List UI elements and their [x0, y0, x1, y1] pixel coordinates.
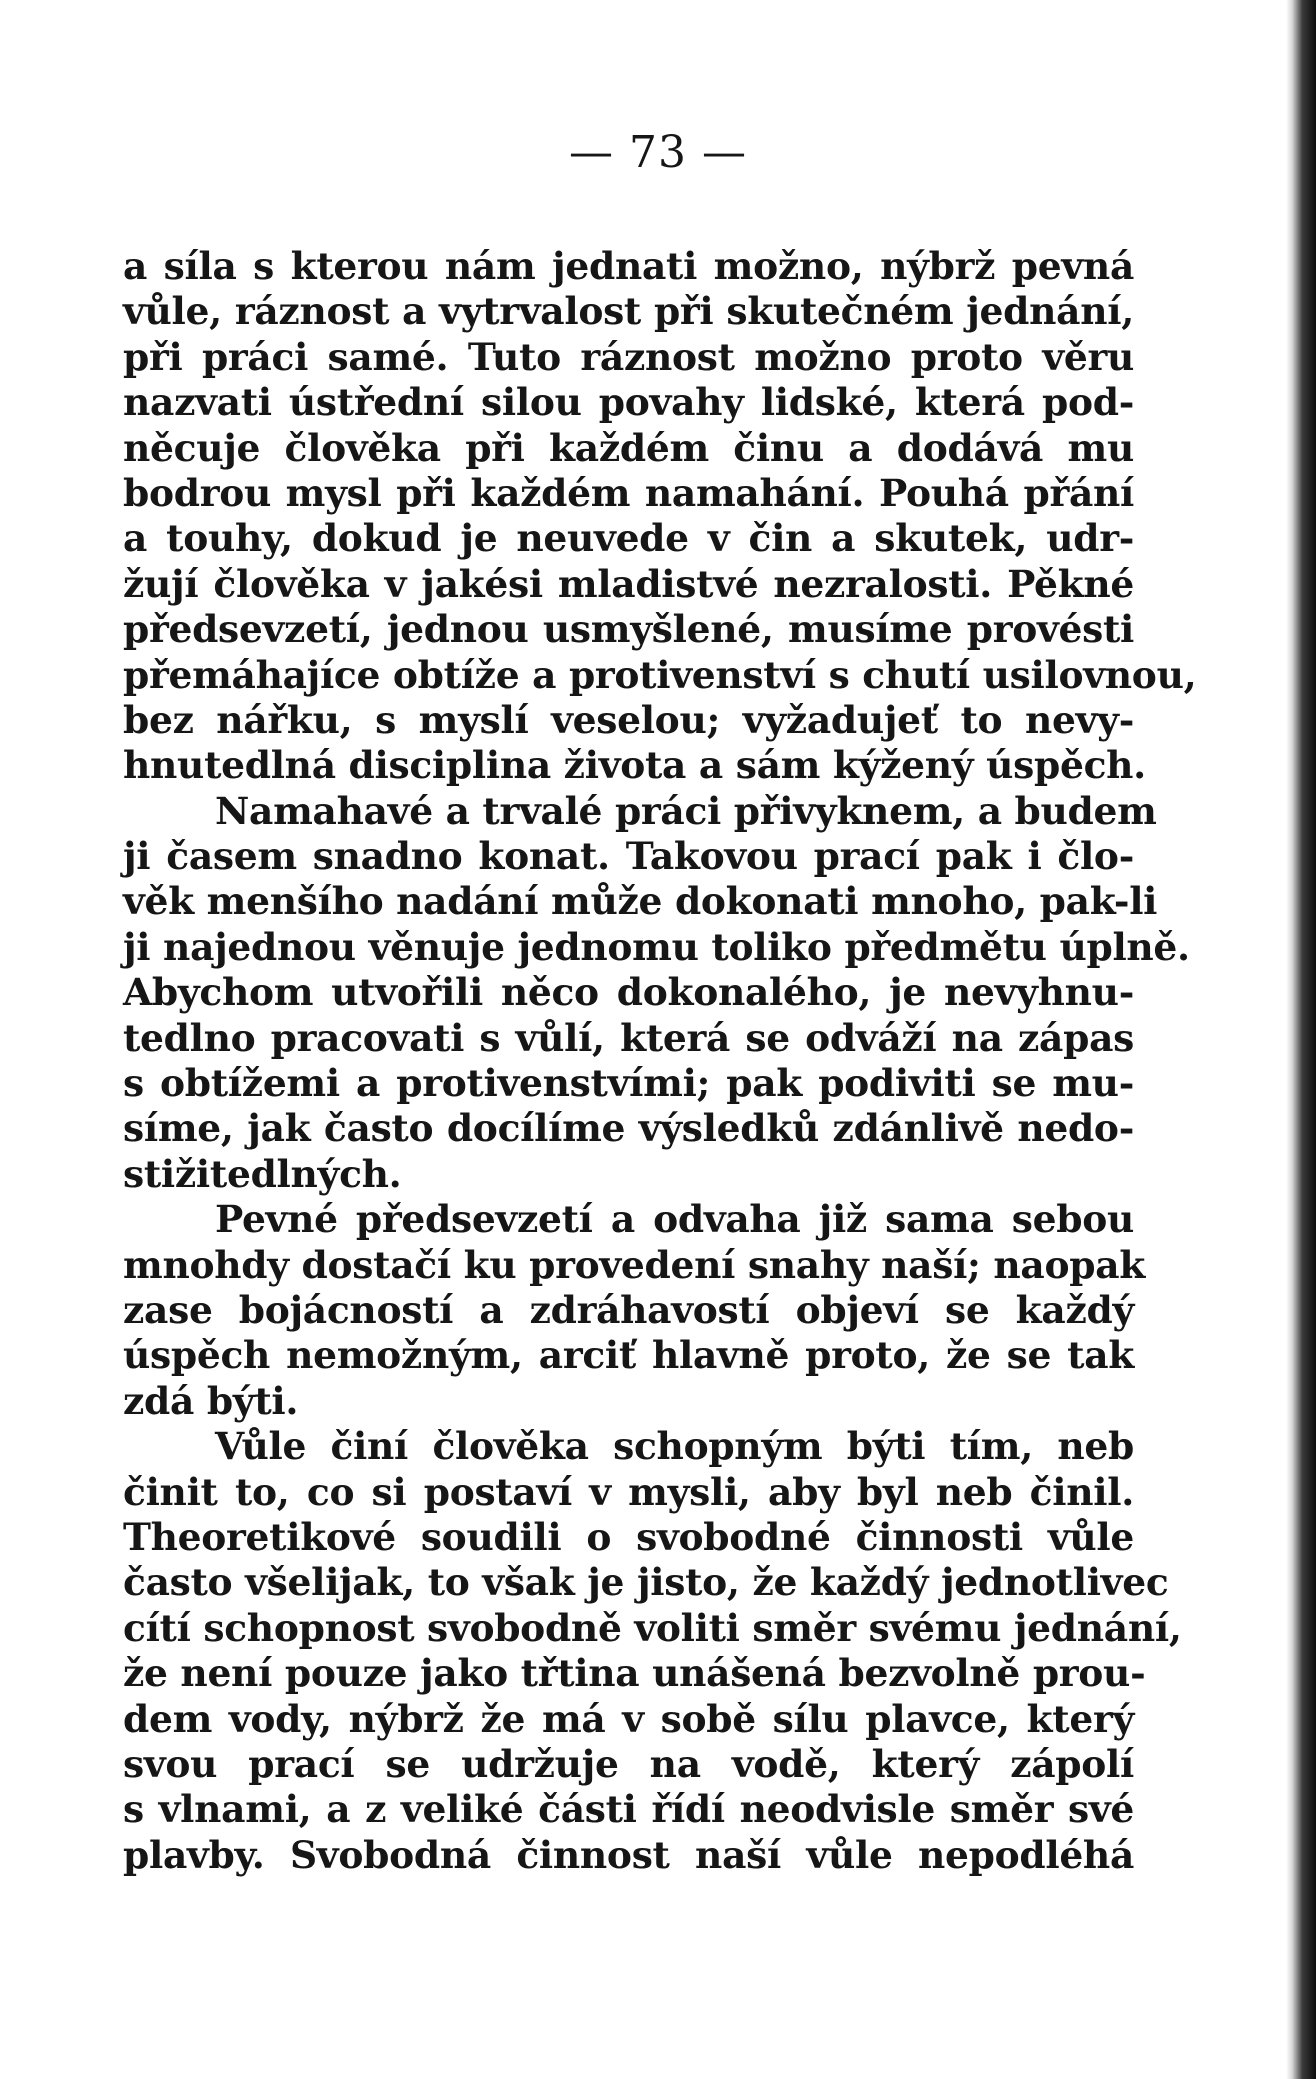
text-line: při práci samé. Tuto ráznost možno proto věru	[123, 334, 1134, 379]
text-line: cítí schopnost svobodně voliti směr svému jednání,	[123, 1605, 1182, 1650]
text-line: s vlnami, a z veliké části řídí neodvisle směr své	[123, 1787, 1134, 1832]
text-line: zdá býti.	[123, 1378, 299, 1423]
text-line: přemáhajíce obtíže a protivenství s chutí usilovnou,	[123, 652, 1197, 697]
text-line: Pevné předsevzetí a odvaha již sama sebou	[215, 1197, 1134, 1242]
text-line: síme, jak často docílíme výsledků zdánlivě nedo-	[123, 1106, 1134, 1151]
text-line: ji časem snadno konat. Takovou prací pak i člo-	[123, 834, 1134, 879]
text-line: Vůle činí člověka schopným býti tím, neb	[215, 1424, 1134, 1469]
text-line: nazvati ústřední silou povahy lidské, která pod-	[123, 380, 1134, 425]
text-line: bodrou mysl při každém namahání. Pouhá přání	[123, 470, 1134, 515]
text-line: úspěch nemožným, arciť hlavně proto, že se tak	[123, 1333, 1134, 1378]
page-edge-shadow	[1286, 0, 1316, 2079]
text-line: že není pouze jako třtina unášená bezvolně prou-	[123, 1651, 1146, 1696]
text-line: svou prací se udržuje na vodě, který zápolí	[123, 1741, 1134, 1786]
text-line: dem vody, nýbrž že má v sobě sílu plavce, který	[123, 1696, 1134, 1741]
text-line: činit to, co si postaví v mysli, aby byl neb činil.	[123, 1469, 1134, 1514]
text-line: a síla s kterou nám jednati možno, nýbrž pevná	[123, 244, 1134, 288]
text-line: Abychom utvořili něco dokonalého, je nevyhnu-	[123, 970, 1134, 1015]
text-line: plavby. Svobodná činnost naší vůle nepodléhá	[123, 1832, 1134, 1877]
text-line: a touhy, dokud je neuvede v čin a skutek, udr-	[123, 516, 1134, 561]
body-text	[123, 244, 1197, 1878]
text-line: zase bojácností a zdráhavostí objeví se každý	[123, 1287, 1134, 1332]
text-line: předsevzetí, jednou usmyšlené, musíme provésti	[123, 607, 1134, 652]
text-line: stižitedlných.	[123, 1151, 402, 1196]
page-number: — 73 —	[569, 127, 747, 178]
text-line: mnohdy dostačí ku provedení snahy naší; naopak	[123, 1242, 1146, 1287]
text-line: vůle, ráznost a vytrvalost při skutečném jednání,	[123, 289, 1134, 334]
text-line: hnutedlná disciplina života a sám kýžený úspěch.	[123, 743, 1146, 788]
text-line: žují člověka v jakési mladistvé nezralosti. Pěkné	[123, 561, 1134, 606]
text-line: ji najednou věnuje jednomu toliko předmětu úplně.	[123, 924, 1190, 969]
text-line: bez nářku, s myslí veselou; vyžadujeť to nevy-	[123, 697, 1134, 742]
text-line: často všelijak, to však je jisto, že každý jednotlivec	[123, 1560, 1169, 1605]
text-line: tedlno pracovati s vůlí, která se odváží na zápas	[123, 1015, 1134, 1060]
text-line: Namahavé a trvalé práci přivyknem, a budem	[215, 788, 1157, 833]
text-line: věk menšího nadání může dokonati mnoho, pak-li	[123, 879, 1158, 924]
text-line: něcuje člověka při každém činu a dodává mu	[123, 425, 1134, 470]
text-line: Theoretikové soudili o svobodné činnosti vůle	[123, 1514, 1134, 1559]
text-line: s obtížemi a protivenstvími; pak podiviti se mu-	[123, 1061, 1134, 1106]
